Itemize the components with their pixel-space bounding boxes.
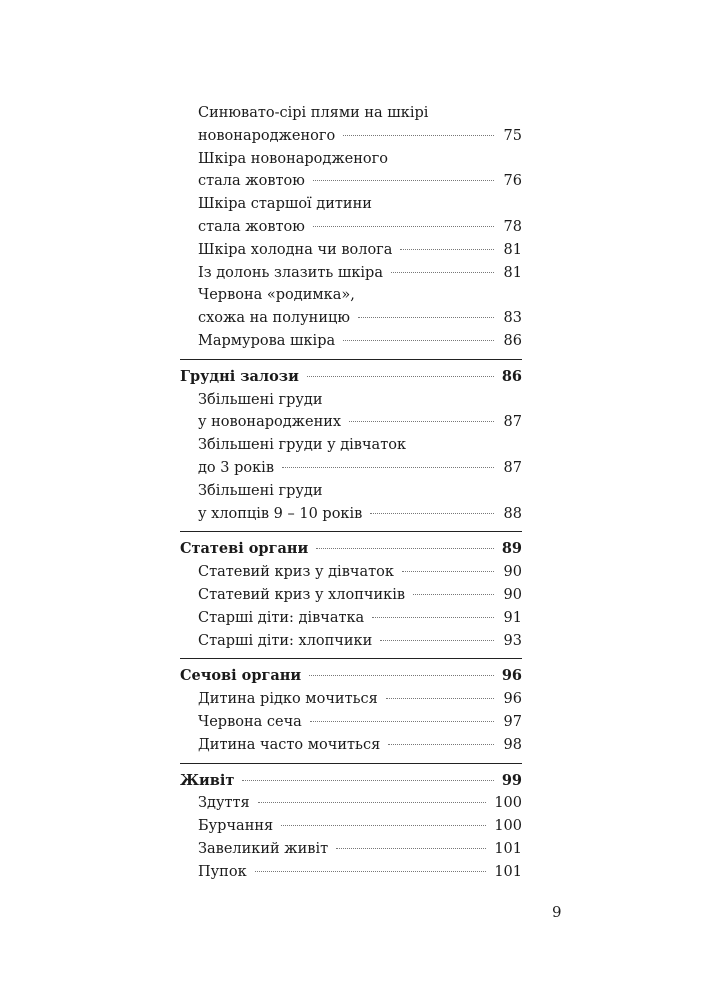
dot-leader [313, 226, 494, 227]
toc-entry [180, 688, 522, 711]
toc-entry [180, 711, 522, 734]
entry-page-number: 76 [503, 173, 522, 190]
entry-title-line: до 3 років [198, 459, 274, 476]
entry-page-number: 78 [503, 218, 522, 235]
toc-section [180, 360, 522, 533]
toc-section [180, 102, 522, 360]
entry-title-line: Шкіра старшої дитини [198, 196, 372, 213]
dot-leader [282, 467, 494, 468]
dot-leader [349, 421, 494, 422]
dot-leader [313, 180, 494, 181]
section-title: Сечові органи [180, 667, 302, 685]
section-page-number: 96 [501, 667, 522, 685]
entry-title-line: Мармурова шкіра [198, 332, 336, 349]
section-heading [180, 366, 522, 389]
entry-page-number: 96 [503, 691, 522, 708]
entry-title-line: Шкіра холодна чи волога [198, 241, 393, 258]
toc-entry [180, 193, 522, 239]
dot-leader [386, 698, 494, 699]
entry-title-line: Дитина рідко мочиться [198, 691, 378, 708]
dot-leader [372, 617, 494, 618]
toc-entry [180, 607, 522, 630]
dot-leader [413, 594, 494, 595]
entry-page-number: 97 [503, 713, 522, 730]
entry-page-number: 93 [503, 632, 522, 649]
toc-entry [180, 815, 522, 838]
entry-page-number: 87 [503, 414, 522, 431]
section-title: Грудні залози [180, 367, 299, 385]
entry-title-line: Статевий криз у хлопчиків [198, 586, 406, 603]
dot-leader [336, 848, 486, 849]
toc-entry [180, 330, 522, 353]
entry-title-line: Старші діти: дівчатка [198, 609, 365, 626]
toc-entry [180, 480, 522, 526]
toc-section [180, 532, 522, 659]
section-page-number: 89 [501, 540, 522, 558]
entry-page-number: 100 [494, 818, 522, 835]
entry-title-line: Дитина часто мочиться [198, 736, 381, 753]
entry-page-number: 101 [494, 863, 522, 880]
dot-leader [358, 317, 494, 318]
toc-entry [180, 148, 522, 194]
dot-leader [400, 249, 494, 250]
section-title: Статеві органи [180, 540, 309, 558]
entry-title-line: Пупок [198, 863, 247, 880]
dot-leader [307, 376, 494, 377]
section-title: Живіт [180, 771, 235, 789]
entry-page-number: 90 [503, 564, 522, 581]
entry-title-line: Червона сеча [198, 713, 302, 730]
entry-page-number: 86 [503, 332, 522, 349]
section-page-number: 86 [501, 367, 522, 385]
dot-leader [309, 675, 494, 676]
toc-entry [180, 734, 522, 757]
entry-page-number: 100 [494, 795, 522, 812]
dot-leader [281, 825, 486, 826]
entry-title-line: Статевий криз у дівчаток [198, 564, 394, 581]
entry-page-number: 81 [503, 241, 522, 258]
entry-title-line: Шкіра новонародженого [198, 150, 388, 167]
entry-title-line: новонародженого [198, 127, 336, 144]
section-heading [180, 770, 522, 793]
toc-entry [180, 838, 522, 861]
toc-entry [180, 630, 522, 653]
entry-title-line: у новонароджених [198, 414, 342, 431]
entry-page-number: 101 [494, 840, 522, 857]
entry-page-number: 83 [503, 310, 522, 327]
entry-page-number: 91 [503, 609, 522, 626]
entry-title-line: Із долонь злазить шкіра [198, 264, 383, 281]
entry-title-line: Збільшені груди [198, 391, 323, 408]
entry-title-line: схожа на полуницю [198, 310, 350, 327]
section-heading [180, 538, 522, 561]
entry-page-number: 88 [503, 505, 522, 522]
toc-entry [180, 389, 522, 435]
toc-section [180, 764, 522, 890]
dot-leader [380, 640, 494, 641]
entry-page-number: 81 [503, 264, 522, 281]
dot-leader [316, 548, 494, 549]
dot-leader [343, 340, 494, 341]
toc-entry [180, 102, 522, 148]
dot-leader [391, 272, 494, 273]
entry-title-line: Старші діти: хлопчики [198, 632, 373, 649]
dot-leader [242, 780, 493, 781]
toc-entry [180, 434, 522, 480]
entry-title-line: Завеликий живіт [198, 840, 329, 857]
dot-leader [370, 513, 494, 514]
section-heading [180, 665, 522, 688]
entry-title-line: Червона «родимка», [198, 287, 355, 304]
entry-title-line: Збільшені груди [198, 482, 323, 499]
toc-section [180, 659, 522, 763]
entry-page-number: 75 [503, 127, 522, 144]
entry-page-number: 87 [503, 459, 522, 476]
dot-leader [255, 871, 487, 872]
toc-entry [180, 239, 522, 262]
toc-entry [180, 561, 522, 584]
table-of-contents [180, 102, 522, 890]
section-page-number: 99 [501, 771, 522, 789]
page-number: 9 [552, 903, 562, 921]
entry-title-line: стала жовтою [198, 173, 305, 190]
toc-entry [180, 262, 522, 285]
entry-title-line: у хлопців 9 – 10 років [198, 505, 363, 522]
dot-leader [343, 135, 494, 136]
dot-leader [310, 721, 494, 722]
entry-title-line: стала жовтою [198, 218, 305, 235]
dot-leader [258, 802, 487, 803]
entry-title-line: Бурчання [198, 818, 274, 835]
entry-page-number: 98 [503, 736, 522, 753]
entry-title-line: Синювато-сірі плями на шкірі [198, 105, 429, 121]
toc-entry [180, 284, 522, 330]
entry-title-line: Збільшені груди у дівчаток [198, 437, 407, 454]
dot-leader [402, 571, 494, 572]
entry-page-number: 90 [503, 586, 522, 603]
toc-entry [180, 861, 522, 884]
toc-entry [180, 584, 522, 607]
entry-title-line: Здуття [198, 795, 250, 812]
dot-leader [388, 744, 494, 745]
toc-entry [180, 792, 522, 815]
